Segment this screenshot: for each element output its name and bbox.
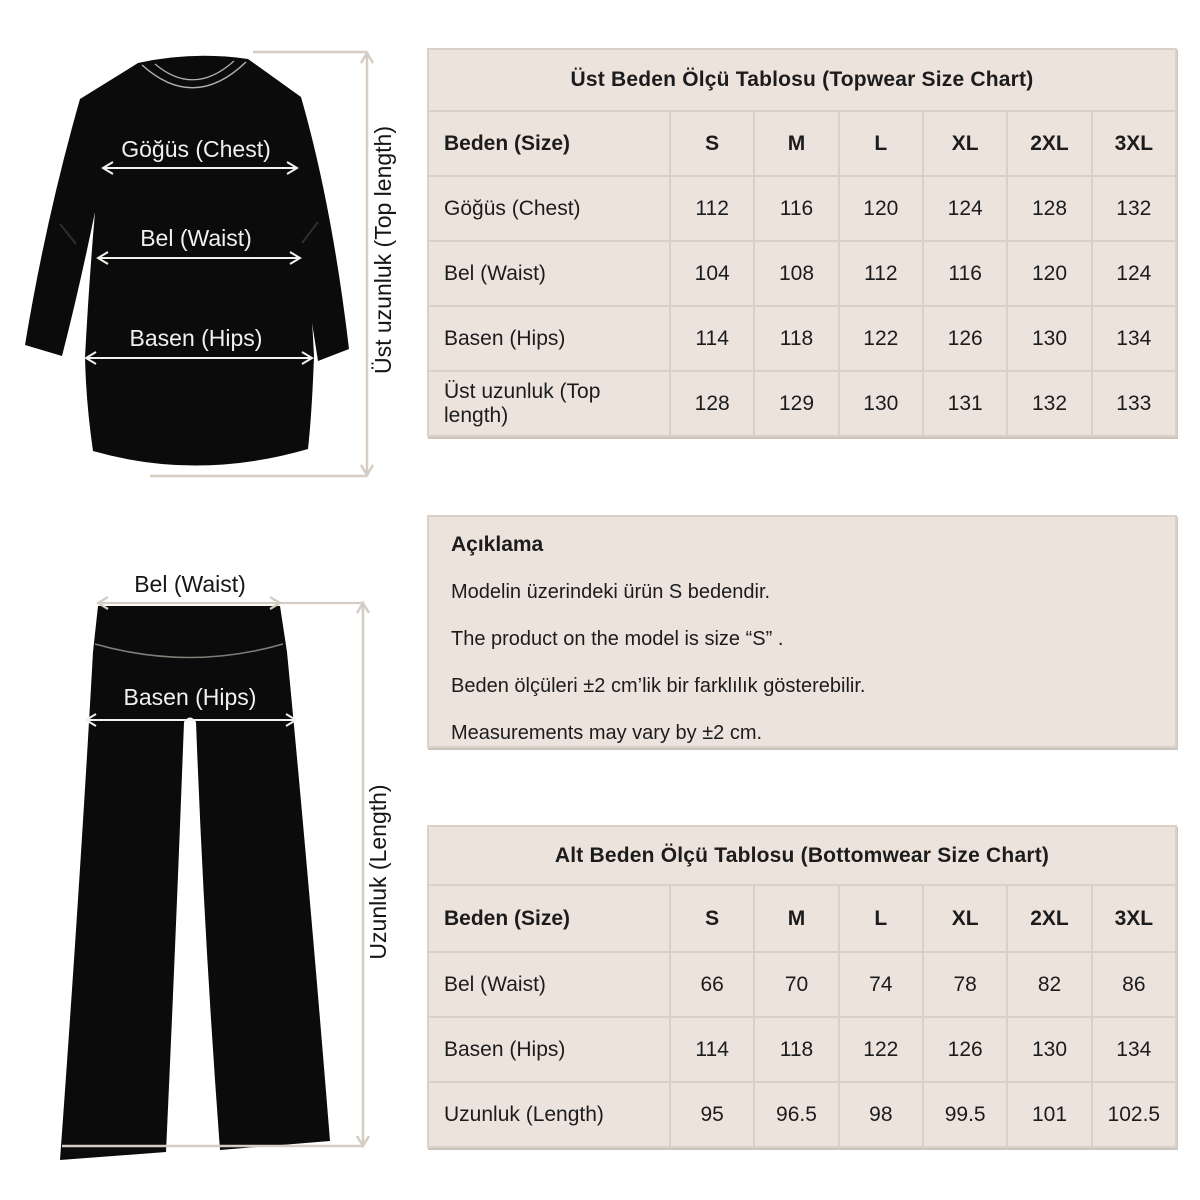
tunic-silhouette (25, 56, 349, 466)
table-cell: 122 (840, 307, 922, 370)
table-cell: 86 (1093, 953, 1175, 1016)
topwear-header-size: Beden (Size) (429, 112, 669, 175)
explanation-line: Modelin üzerindeki ürün S bedendir. (451, 581, 771, 603)
table-cell: 118 (755, 307, 837, 370)
row-label-chest: Göğüs (Chest) (429, 177, 669, 240)
row-label-hips: Basen (Hips) (429, 1018, 669, 1081)
table-cell: 114 (671, 1018, 753, 1081)
waist-label: Bel (Waist) (134, 571, 246, 597)
length-label: Uzunluk (Length) (365, 784, 391, 960)
topwear-header-m: M (755, 112, 837, 175)
table-cell: 130 (1008, 307, 1090, 370)
table-cell: 112 (840, 242, 922, 305)
table-cell: 129 (755, 372, 837, 435)
row-label-top-length: Üst uzunluk (Top length) (429, 372, 669, 435)
bottomwear-diagram (0, 545, 420, 1200)
table-cell: 116 (924, 242, 1006, 305)
topwear-header-2xl: 2XL (1008, 112, 1090, 175)
table-cell: 134 (1093, 307, 1175, 370)
bottomwear-header-size: Beden (Size) (429, 886, 669, 951)
bottomwear-table-title: Alt Beden Ölçü Tablosu (Bottomwear Size Chart) (429, 827, 1175, 884)
table-cell: 82 (1008, 953, 1090, 1016)
table-cell: 101 (1008, 1083, 1090, 1146)
table-cell: 102.5 (1093, 1083, 1175, 1146)
topwear-header-s: S (671, 112, 753, 175)
table-cell: 99.5 (924, 1083, 1006, 1146)
topwear-header-l: L (840, 112, 922, 175)
topwear-diagram (0, 0, 420, 530)
table-cell: 108 (755, 242, 837, 305)
topwear-header-xl: XL (924, 112, 1006, 175)
table-cell: 124 (1093, 242, 1175, 305)
table-cell: 122 (840, 1018, 922, 1081)
explanation-line: Beden ölçüleri ±2 cm’lik bir farklılık gösterebilir. (451, 675, 866, 697)
table-cell: 112 (671, 177, 753, 240)
table-cell: 130 (1008, 1018, 1090, 1081)
topwear-size-table (427, 48, 1177, 437)
table-cell: 96.5 (755, 1083, 837, 1146)
table-cell: 74 (840, 953, 922, 1016)
bottomwear-header-2xl: 2XL (1008, 886, 1090, 951)
table-cell: 114 (671, 307, 753, 370)
explanation-line: Measurements may vary by ±2 cm. (451, 722, 763, 744)
row-label-waist: Bel (Waist) (429, 242, 669, 305)
table-cell: 116 (755, 177, 837, 240)
table-cell: 131 (924, 372, 1006, 435)
table-cell: 104 (671, 242, 753, 305)
topwear-header-3xl: 3XL (1093, 112, 1175, 175)
table-cell: 124 (924, 177, 1006, 240)
bottomwear-header-3xl: 3XL (1093, 886, 1175, 951)
hips-label: Basen (Hips) (129, 325, 263, 351)
bottomwear-header-m: M (755, 886, 837, 951)
hips-label: Basen (Hips) (123, 684, 257, 710)
bottomwear-header-s: S (671, 886, 753, 951)
explanation-line: The product on the model is size “S” . (451, 628, 784, 650)
table-cell: 133 (1093, 372, 1175, 435)
table-cell: 78 (924, 953, 1006, 1016)
row-label-waist: Bel (Waist) (429, 953, 669, 1016)
table-cell: 126 (924, 1018, 1006, 1081)
table-cell: 66 (671, 953, 753, 1016)
table-cell: 128 (671, 372, 753, 435)
explanation-box (427, 515, 1177, 748)
table-cell: 132 (1093, 177, 1175, 240)
table-cell: 70 (755, 953, 837, 1016)
bottomwear-header-xl: XL (924, 886, 1006, 951)
chest-label: Göğüs (Chest) (121, 136, 271, 162)
table-cell: 130 (840, 372, 922, 435)
top-length-label: Üst uzunluk (Top length) (370, 125, 396, 375)
table-cell: 132 (1008, 372, 1090, 435)
table-cell: 120 (840, 177, 922, 240)
row-label-hips: Basen (Hips) (429, 307, 669, 370)
row-label-length: Uzunluk (Length) (429, 1083, 669, 1146)
table-cell: 95 (671, 1083, 753, 1146)
bottomwear-header-l: L (840, 886, 922, 951)
table-cell: 128 (1008, 177, 1090, 240)
topwear-table-title: Üst Beden Ölçü Tablosu (Topwear Size Chart) (429, 50, 1175, 110)
table-cell: 98 (840, 1083, 922, 1146)
table-cell: 120 (1008, 242, 1090, 305)
table-cell: 126 (924, 307, 1006, 370)
table-cell: 134 (1093, 1018, 1175, 1081)
waist-label: Bel (Waist) (140, 225, 252, 251)
bottomwear-size-table (427, 825, 1177, 1148)
table-cell: 118 (755, 1018, 837, 1081)
explanation-title: Açıklama (451, 533, 544, 556)
